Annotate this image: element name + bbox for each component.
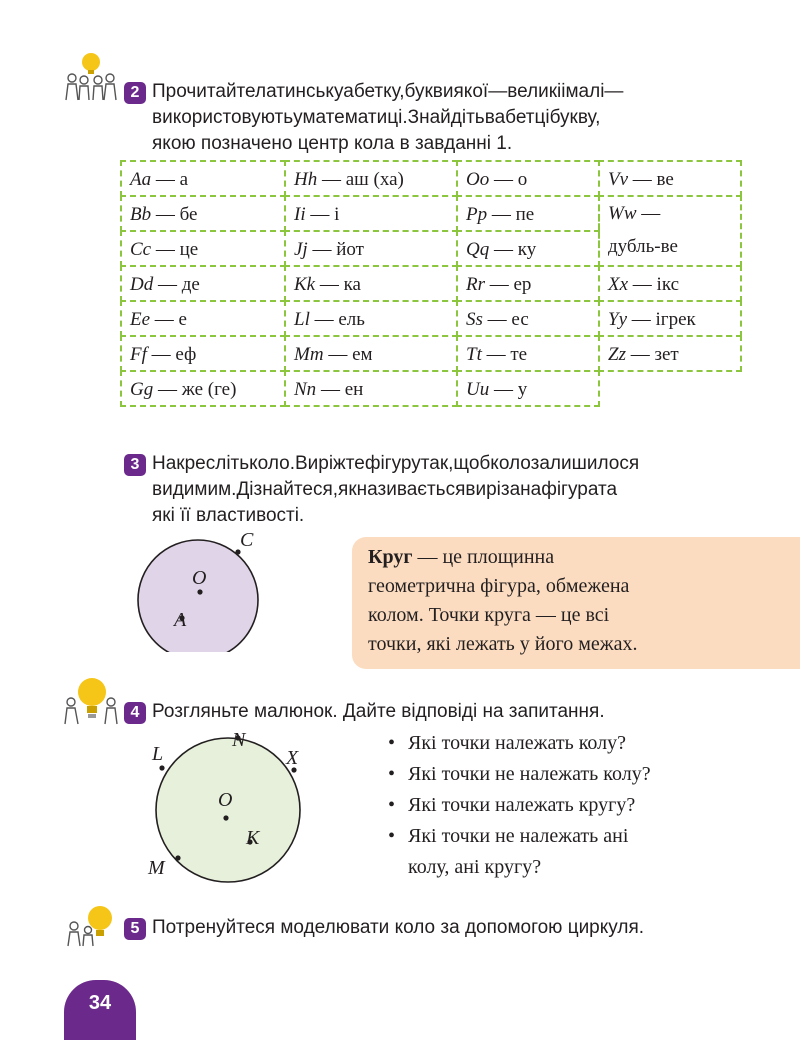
- alphabet-cell: Hh — аш (ха): [284, 160, 458, 197]
- alphabet-cell: Pp — пе: [456, 195, 600, 232]
- alphabet-cell: Ii — і: [284, 195, 458, 232]
- question-item: • Які точки належать кругу?: [388, 794, 636, 816]
- point-k-label: K: [246, 827, 260, 849]
- alphabet-cell: Aa — а: [120, 160, 286, 197]
- alphabet-cell: Ll — ель: [284, 300, 458, 337]
- circle-disk: [138, 540, 258, 652]
- definition-text: [368, 543, 637, 659]
- alphabet-cell: Mm — ем: [284, 335, 458, 372]
- task-4-text: Розгляньте малюнок. Дайте відповіді на запитання.: [152, 701, 605, 722]
- task-5-number: 5: [124, 918, 146, 940]
- task-3-line-1: Накреслітьколо.Виріжтефігурутак,щобколозалишилося: [152, 453, 640, 474]
- task-2-number: 2: [124, 82, 146, 104]
- alphabet-cell: Nn — ен: [284, 370, 458, 407]
- point-c-label: C: [240, 529, 254, 551]
- lightbulb-pair-icon: [62, 676, 120, 726]
- task-3-line-3: які її властивості.: [152, 505, 305, 526]
- point-n-label: N: [232, 729, 246, 751]
- page-number: 34: [88, 992, 112, 1014]
- question-item: • Які точки не належать ані: [388, 825, 629, 847]
- alphabet-cell: Oo — о: [456, 160, 600, 197]
- alphabet-cell: Ss — ес: [456, 300, 600, 337]
- question-item: • Які точки не належать колу?: [388, 763, 651, 785]
- task-4-questions: [388, 728, 651, 883]
- point-o-dot: [223, 815, 228, 820]
- definition-term: Круг: [368, 546, 413, 568]
- alphabet-cell: Rr — ер: [456, 265, 600, 302]
- point-m-dot: [175, 855, 180, 860]
- alphabet-cell: Ww — дубль-ве: [598, 195, 742, 267]
- definition-line-4: точки, які лежать у його межах.: [368, 633, 638, 655]
- group-work-icon: [62, 50, 120, 102]
- alphabet-cell: Yy — ігрек: [598, 300, 742, 337]
- alphabet-cell: Dd — де: [120, 265, 286, 302]
- alphabet-cell: Cc — це: [120, 230, 286, 267]
- alphabet-cell: Gg — же (ге): [120, 370, 286, 407]
- point-o-dot: [197, 589, 202, 594]
- alphabet-cell: Ee — е: [120, 300, 286, 337]
- task-2-line-2: використовуютьуматематиці.Знайдітьвабетцібукву,: [152, 107, 601, 128]
- point-m-label: M: [148, 857, 165, 879]
- alphabet-cell: Uu — у: [456, 370, 600, 407]
- alphabet-cell: Zz — зет: [598, 335, 742, 372]
- alphabet-cell: Bb — бе: [120, 195, 286, 232]
- point-l-label: L: [152, 743, 164, 765]
- point-o-label: O: [218, 789, 233, 811]
- alphabet-cell: Ff — еф: [120, 335, 286, 372]
- definition-line-2: геометрична фігура, обмежена: [368, 575, 630, 597]
- definition-line-3: колом. Точки круга — це всі: [368, 604, 610, 626]
- alphabet-cell: Jj — йот: [284, 230, 458, 267]
- task-5-text: Потренуйтеся моделювати коло за допомогою циркуля.: [152, 917, 645, 938]
- point-o-label: O: [192, 567, 207, 589]
- alphabet-cell: Kk — ка: [284, 265, 458, 302]
- alphabet-cell: Tt — те: [456, 335, 600, 372]
- task-2-line-3: якою позначено центр кола в завданні 1.: [152, 133, 513, 154]
- alphabet-cell: Xx — ікс: [598, 265, 742, 302]
- task-3-text: [152, 451, 748, 529]
- question-item: колу, ані кругу?: [408, 856, 542, 878]
- task-3-circle-figure: [120, 522, 280, 652]
- task-3-number: 3: [124, 454, 146, 476]
- task-2-text: [152, 79, 748, 157]
- task-4-circle-figure: [140, 726, 320, 886]
- definition-line-1: — це площинна: [412, 546, 555, 568]
- lightbulb-helpers-icon: [64, 904, 120, 948]
- point-a-label: A: [174, 609, 187, 631]
- task-3-line-2: видимим.Дізнайтеся,якназиваєтьсявирізанафігурата: [152, 479, 618, 500]
- point-l-dot: [159, 765, 164, 770]
- alphabet-cell: Vv — ве: [598, 160, 742, 197]
- alphabet-cell: Qq — ку: [456, 230, 600, 267]
- task-2-line-1: Прочитайтелатинськуабетку,буквиякої—великіімалі—: [152, 81, 624, 102]
- point-x-label: X: [286, 747, 299, 769]
- question-item: • Які точки належать колу?: [388, 732, 626, 754]
- task-4-number: 4: [124, 702, 146, 724]
